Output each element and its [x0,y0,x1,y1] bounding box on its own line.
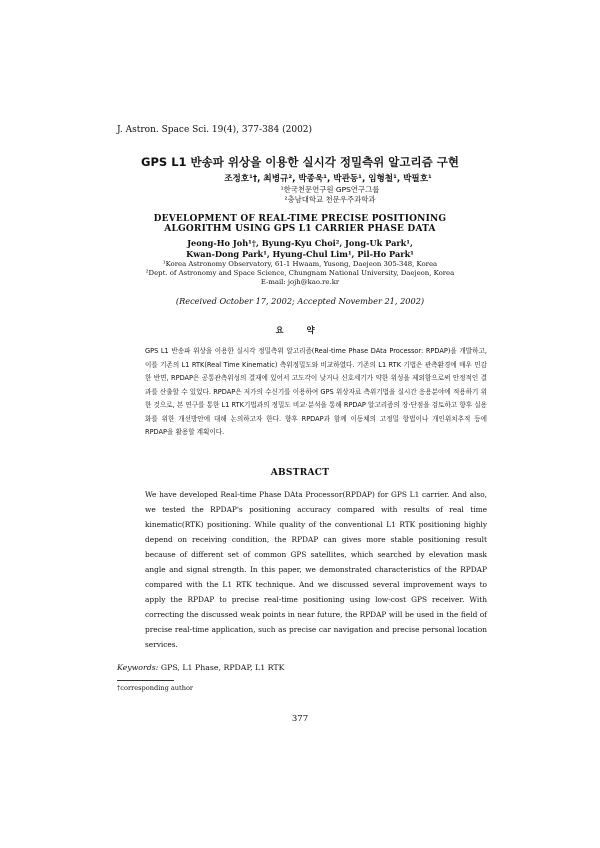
page-number: 377 [291,714,309,724]
footnote-divider [117,680,174,681]
email: E-mail: jojh@kao.re.kr [260,278,340,286]
authors-english-line-2: Kwan-Dong Park¹, Hyung-Chul Lim¹, Pil-Ho Park¹ [186,248,414,259]
abstract-korean: GPS L1 반송파 위상을 이용한 실시각 정밀측위 알고리즘(Real-time Phase DAta Processor: RPDAP)을 개발하고, 이를 기존의 L1 RTK(Real Time Kinematic) 측위정밀도와 비교하였다. 기존의 L1 RTK 기법은 관측환경에 매우 민감한 반면, RPDAP은 공통관측위성의 결재에 있어서 고도각이 낮거나 신호세기가 약한 위성을 제외함으로써 안정적인 결과를 산출할 수 있었다. RPDAP은 저가의 수신기를 이용하여 GPS 위상자료 측위기법을 실시간 응용분야에 적용하기 위한 것으로, 본 연구를 통한 L1 RTK기법과의 정밀도 비교·분석을 통해 RPDAP 알고리즘의 장·단점을 검토하고 향후 실용화를 위한 개선방안에 대해 논의하고자 한다. 향후 RPDAP과 함께 이동체의 고정밀 항법이나 개인위치추적 등에 RPDAP을 활용할 계획이다. [145,347,487,436]
affiliation-english-1: ¹Korea Astronomy Observatory, 61-1 Hwaam, Yusong, Daejeon 305-348, Korea [162,260,438,268]
affiliation-korean-2: ²충남대학교 천문우주과학과 [284,195,376,204]
affiliation-korean-1: ¹한국천문연구원 GPS연구그룹 [280,185,380,194]
section-heading-abstract: ABSTRACT [270,468,330,478]
received-dates: (Received October 17, 2002; Accepted November 21, 2002) [175,296,425,306]
title-korean: GPS L1 반송파 위상을 이용한 실시각 정밀측위 알고리즘 구현 [141,155,459,169]
authors-english-line-1: Jeong-Ho Joh¹†, Byung-Kyu Choi², Jong-Uk Park¹, [187,238,413,248]
authors-korean: 조정호¹†, 최병규², 박종욱¹, 박관동¹, 임형철¹, 박필호¹ [224,174,432,184]
keywords [117,663,284,672]
title-english-line-1: DEVELOPMENT OF REAL-TIME PRECISE POSITIONING [153,214,447,224]
title-english-line-2: ALGORITHM USING GPS L1 CARRIER PHASE DATA [164,224,436,234]
abstract-english: We have developed Real-time Phase DAta Processor(RPDAP) for GPS L1 carrier. And also, we tested the RPDAP's positioning accuracy compared with results of real time kinematic(RTK) positioning. While quality of the conventional L1 RTK positioning highly depend on receiving condition, the RPDAP can gives more stable positioning result because of different set of common GPS satellites, which searched by elevation mask angle and signal strength. In this paper, we demonstrated characteristics of the RPDAP compared with the L1 RTK technique. And we discussed several improvement ways to apply the RPDAP to precise real-time positioning using low-cost GPS receiver. With correcting the discussed weak points in near future, the RPDAP will be used in the field of precise real-time application, such as precise car navigation and precise personal location services. [145,490,487,649]
section-heading-korean-abstract: 요 약 [275,325,325,335]
affiliations-english [0,260,600,287]
journal-reference: J. Astron. Space Sci. 19(4), 377-384 (2002) [117,125,313,135]
authors-english [0,238,600,259]
title-english [0,214,600,234]
keywords-list: GPS, L1 Phase, RPDAP, L1 RTK [160,663,285,672]
affiliation-english-2: ²Dept. of Astronomy and Space Science, Chungnam National University, Daejeon, Korea [145,269,455,277]
footnote: †corresponding author [117,684,194,692]
keywords-label: Keywords: [117,663,159,672]
